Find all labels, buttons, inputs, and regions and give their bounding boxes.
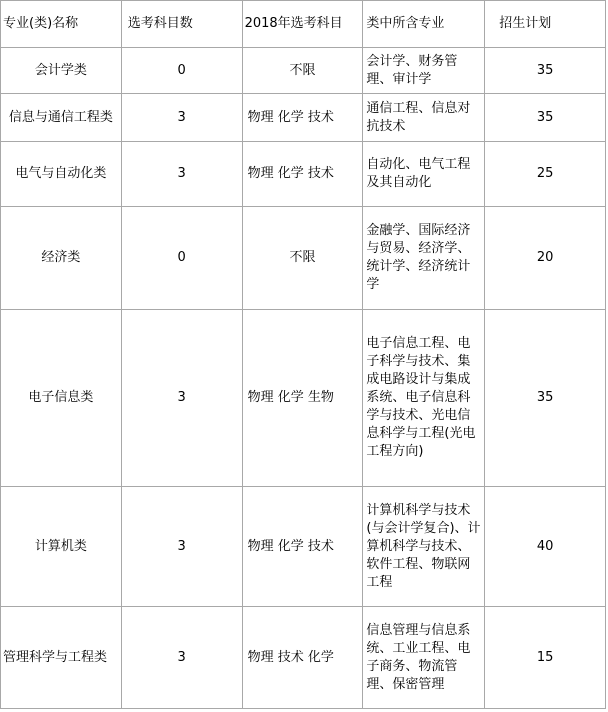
- header-2018-subjects: 2018年选考科目: [242, 1, 363, 48]
- required-subjects: 不限: [242, 207, 363, 310]
- included-majors: 通信工程、信息对抗技术: [363, 94, 485, 142]
- major-name: 管理科学与工程类: [1, 607, 122, 709]
- subject-count: 0: [121, 48, 242, 94]
- enrollment-plan: 35: [485, 94, 606, 142]
- table-row: [1, 142, 606, 207]
- required-subjects: 物理 化学 技术: [242, 487, 363, 607]
- included-majors: 计算机科学与技术(与会计学复合)、计算机科学与技术、软件工程、物联网工程: [363, 487, 485, 607]
- table-row: [1, 94, 606, 142]
- header-enrollment-plan: 招生计划: [485, 1, 606, 48]
- subject-count: 3: [121, 487, 242, 607]
- subject-count: 3: [121, 142, 242, 207]
- table-row: [1, 207, 606, 310]
- required-subjects: 物理 化学 技术: [242, 142, 363, 207]
- table-row: [1, 310, 606, 487]
- major-name: 电气与自动化类: [1, 142, 122, 207]
- enrollment-plan: 35: [485, 310, 606, 487]
- header-major-name: 专业(类)名称: [1, 1, 122, 48]
- table-row: [1, 48, 606, 94]
- required-subjects: 不限: [242, 48, 363, 94]
- included-majors: 自动化、电气工程及其自动化: [363, 142, 485, 207]
- included-majors: 会计学、财务管理、审计学: [363, 48, 485, 94]
- required-subjects: 物理 化学 技术: [242, 94, 363, 142]
- subject-count: 3: [121, 94, 242, 142]
- enrollment-plan: 40: [485, 487, 606, 607]
- required-subjects: 物理 化学 生物: [242, 310, 363, 487]
- enrollment-plan: 20: [485, 207, 606, 310]
- table-header-row: [1, 1, 606, 48]
- required-subjects: 物理 技术 化学: [242, 607, 363, 709]
- major-name: 信息与通信工程类: [1, 94, 122, 142]
- enrollment-plan: 35: [485, 48, 606, 94]
- header-included-majors: 类中所含专业: [363, 1, 485, 48]
- subject-count: 0: [121, 207, 242, 310]
- table-row: [1, 487, 606, 607]
- subject-count: 3: [121, 607, 242, 709]
- major-name: 会计学类: [1, 48, 122, 94]
- major-name: 电子信息类: [1, 310, 122, 487]
- included-majors: 金融学、国际经济与贸易、经济学、统计学、经济统计学: [363, 207, 485, 310]
- subject-count: 3: [121, 310, 242, 487]
- header-subject-count: 选考科目数: [121, 1, 242, 48]
- included-majors: 信息管理与信息系统、工业工程、电子商务、物流管理、保密管理: [363, 607, 485, 709]
- major-name: 经济类: [1, 207, 122, 310]
- table-row: [1, 607, 606, 709]
- enrollment-plan: 25: [485, 142, 606, 207]
- included-majors: 电子信息工程、电子科学与技术、集成电路设计与集成系统、电子信息科学与技术、光电信息科学与工程(光电工程方向): [363, 310, 485, 487]
- major-name: 计算机类: [1, 487, 122, 607]
- enrollment-plan: 15: [485, 607, 606, 709]
